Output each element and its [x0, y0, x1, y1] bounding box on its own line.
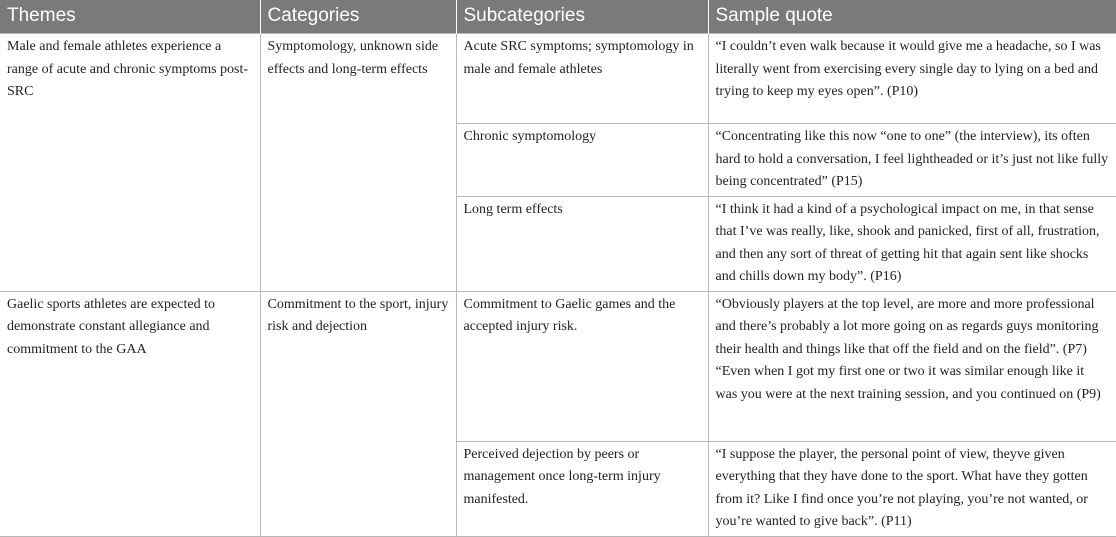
quote-text: “Even when I got my first one or two it was similar enough like it was you were at the next training session, and you continued on (P9) [715, 364, 1101, 402]
quote-cell [708, 124, 1116, 197]
quote-text: “I think it had a kind of a psychological impact on me, in that sense that I’ve was really, like, shook and panicked, first of all, frustration, and then any sort of threat of getting hit that again sent like shocks and chills down my body”. (P16) [715, 201, 1100, 284]
table-header [0, 0, 1116, 34]
subcategory-cell: Chronic symptomology [456, 124, 708, 197]
quote-text: “Obviously players at the top level, are more and more professional and there’s probably a lot more going on as regards guys monitoring their health and things like that off the field and on the field”. (P7) [715, 296, 1099, 357]
header-categories: Categories [260, 0, 456, 34]
quote-text: “I couldn’t even walk because it would give me a headache, so I was literally went from exercising every single day to lying on a bed and trying to keep my eyes open”. (P10) [715, 39, 1101, 99]
quote-text: “Concentrating like this now “one to one” (the interview), its often hard to hold a conversation, I feel lightheaded or it’s just not like fully being concentrated” (P15) [715, 129, 1109, 189]
subcategory-cell: Perceived dejection by peers or management once long-term injury manifested. [456, 441, 708, 536]
table-body [0, 34, 1116, 537]
category-cell: Commitment to the sport, injury risk and dejection [260, 291, 456, 536]
subcategory-cell: Acute SRC symptoms; symptomology in male and female athletes [456, 34, 708, 124]
header-subcategories: Subcategories [456, 0, 708, 34]
table-row [0, 291, 1116, 441]
subcategory-cell: Commitment to Gaelic games and the accepted injury risk. [456, 291, 708, 441]
header-sample-quote: Sample quote [708, 0, 1116, 34]
header-row [0, 0, 1116, 34]
table-row [0, 34, 1116, 124]
subcategory-cell: Long term effects [456, 196, 708, 291]
quote-text: “I suppose the player, the personal point of view, theyve given everything that they have done to the sport. What have they gotten from it? Like I find once you’re not playing, you’re not wanted, or you’re wanted to give back”. (P11) [715, 446, 1088, 529]
theme-cell: Gaelic sports athletes are expected to demonstrate constant allegiance and commitment to the GAA [0, 291, 260, 536]
quote-cell [708, 291, 1116, 441]
quote-cell [708, 34, 1116, 124]
header-themes: Themes [0, 0, 260, 34]
theme-cell: Male and female athletes experience a range of acute and chronic symptoms post-SRC [0, 34, 260, 292]
quote-cell [708, 441, 1116, 536]
category-cell: Symptomology, unknown side effects and long-term effects [260, 34, 456, 292]
quote-cell [708, 196, 1116, 291]
